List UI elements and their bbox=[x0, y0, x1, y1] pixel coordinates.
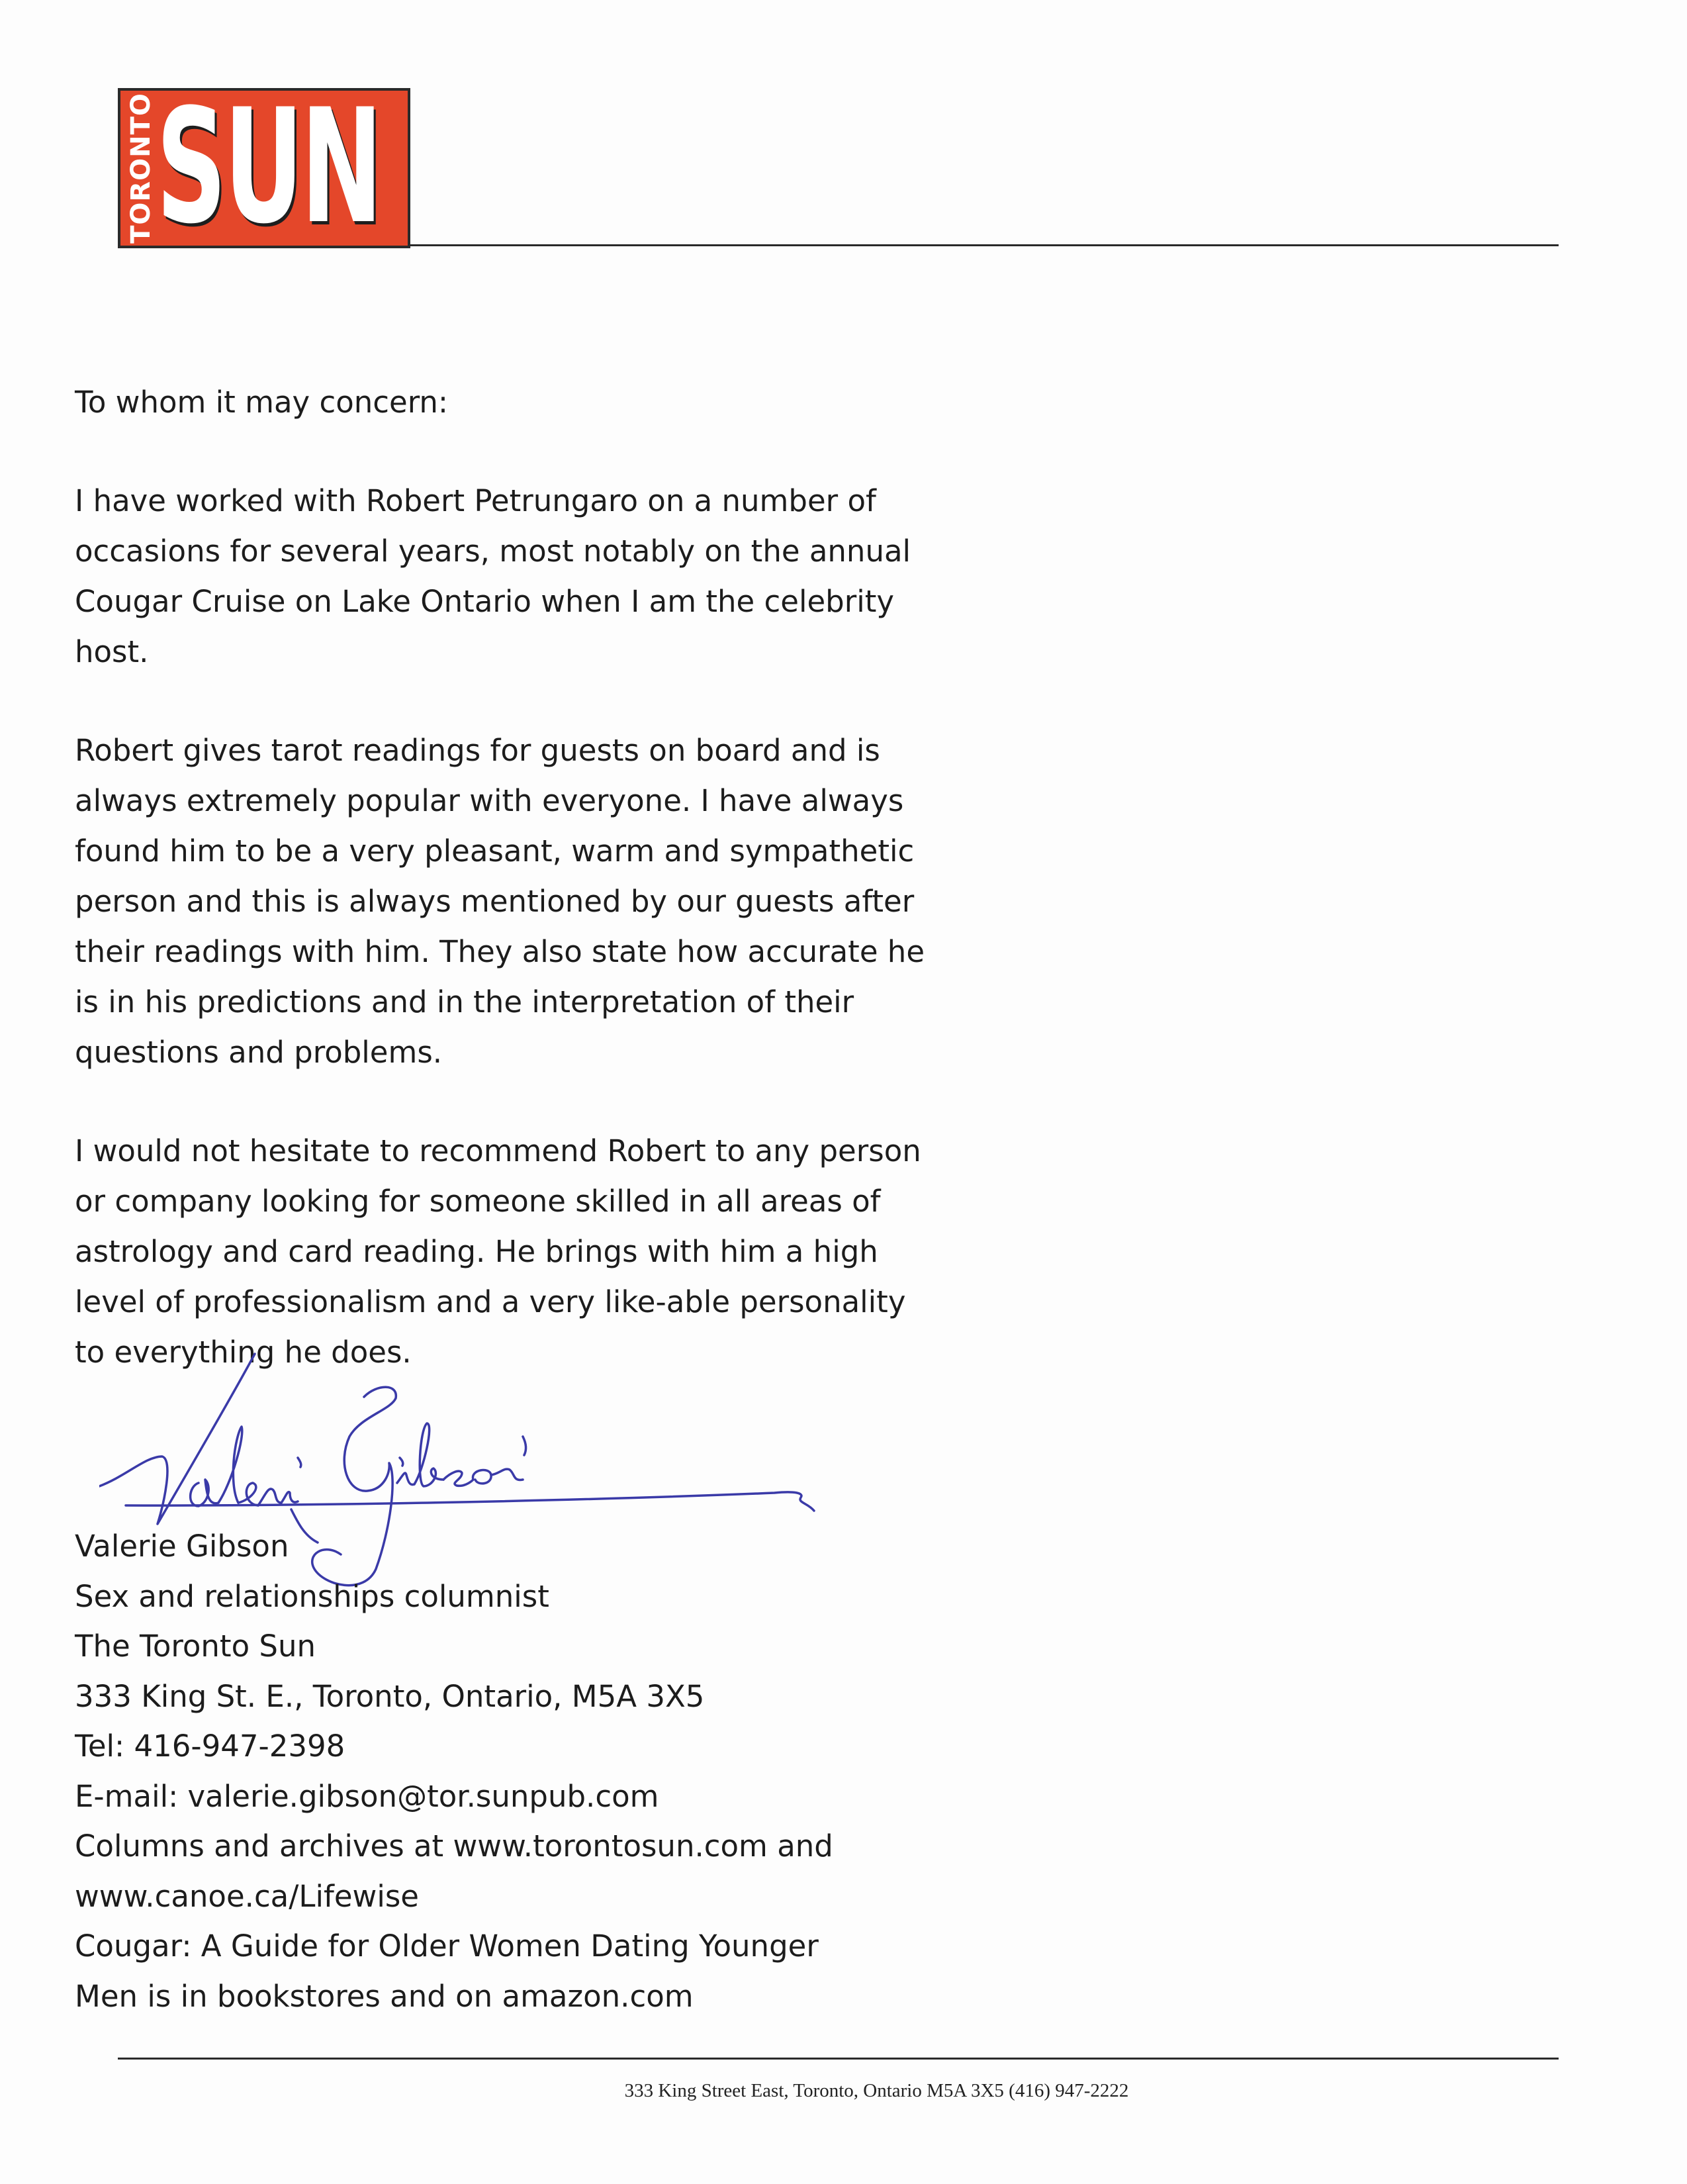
toronto-sun-logo bbox=[118, 88, 410, 248]
salutation: To whom it may concern: bbox=[75, 385, 449, 420]
signer-address: 333 King St. E., Toronto, Ontario, M5A 3X5 bbox=[75, 1678, 705, 1714]
book-line-1: Cougar: A Guide for Older Women Dating Younger bbox=[75, 1928, 819, 1964]
paragraph-2: Robert gives tarot readings for guests on board and is always extremely popular with everyone. I have always found him to be a very pleasant, warm and sympathetic person and this is always mentioned by our guests after their readings with him. They also state how accurate he is in his predictions and in the interpretation of their questions and problems. bbox=[75, 733, 925, 1070]
paragraph-3: I would not hesitate to recommend Robert to any person or company looking for someone skilled in all areas of astrology and card reading. He brings with him a high level of professionalism and a very like-able personality to everything he does. bbox=[75, 1133, 921, 1370]
letter-body bbox=[75, 377, 935, 1378]
signature-block bbox=[75, 1521, 1001, 2021]
logo-toronto-text: TORONTO bbox=[126, 93, 157, 244]
signer-name: Valerie Gibson bbox=[75, 1529, 289, 1564]
signer-organization: The Toronto Sun bbox=[75, 1629, 316, 1664]
book-line-2: Men is in bookstores and on amazon.com bbox=[75, 1978, 694, 2014]
signer-email: E-mail: valerie.gibson@tor.sunpub.com bbox=[75, 1778, 659, 1814]
logo-sun-text: SUN bbox=[156, 88, 381, 248]
footer-address: 333 King Street East, Toronto, Ontario M5A 3X5 (416) 947-2222 bbox=[624, 2080, 1129, 2101]
signer-title: Sex and relationships columnist bbox=[75, 1578, 549, 1614]
footer-rule bbox=[118, 2058, 1559, 2060]
columns-line-1: Columns and archives at www.torontosun.com and bbox=[75, 1828, 833, 1864]
header-rule bbox=[410, 244, 1559, 246]
paragraph-1: I have worked with Robert Petrungaro on a number of occasions for several years, most notably on the annual Cougar Cruise on Lake Ontario when I am the celebrity host. bbox=[75, 483, 911, 669]
columns-line-2: www.canoe.ca/Lifewise bbox=[75, 1878, 419, 1914]
signer-phone: Tel: 416-947-2398 bbox=[75, 1729, 345, 1764]
